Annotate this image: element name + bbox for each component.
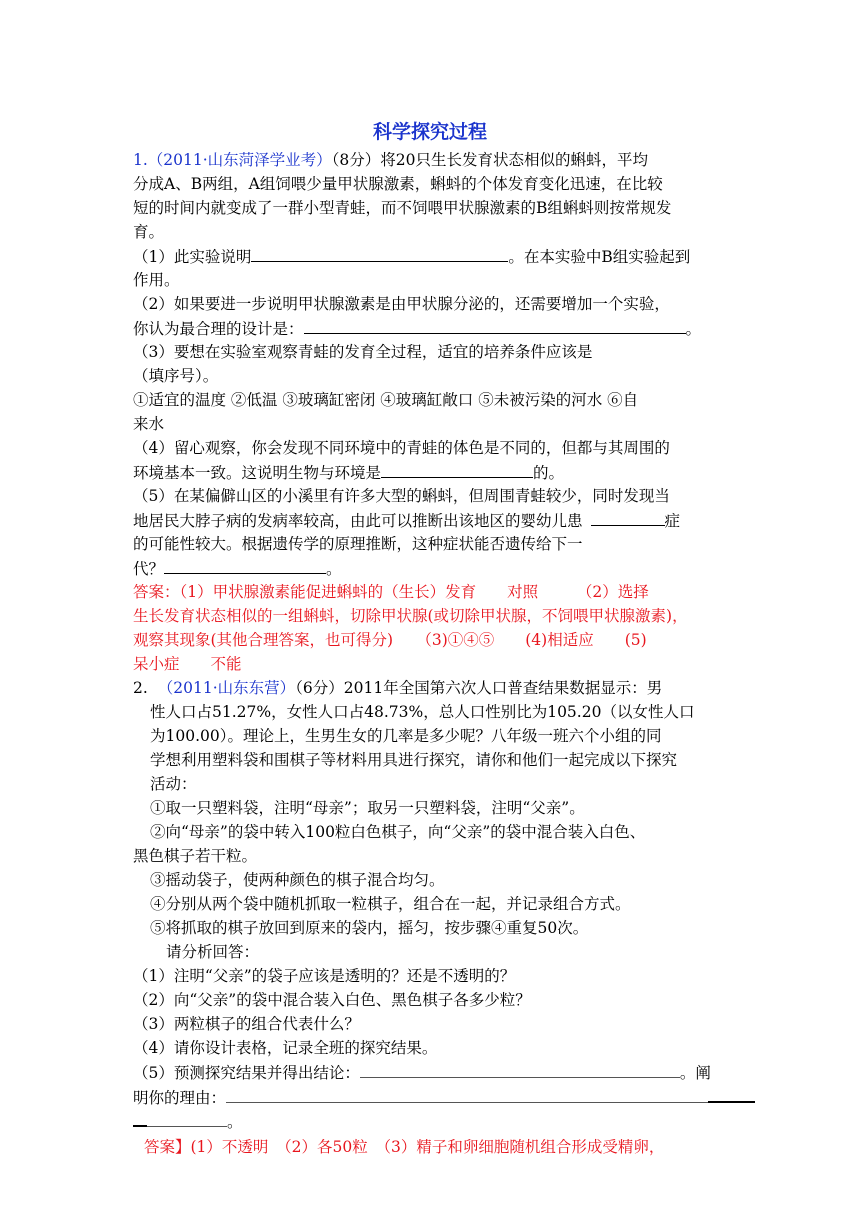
answer-blank[interactable] bbox=[251, 245, 508, 262]
q2-question-3: （3）两粒棋子的组合代表什么？ bbox=[133, 1015, 360, 1033]
q1-sub5-text: 地居民大脖子病的发病率较高，由此可以推断出该地区的婴幼儿患 bbox=[133, 512, 583, 530]
q1-sub2-end: 。 bbox=[685, 320, 702, 338]
q2-question-4: （4）请你设计表格，记录全班的探究结果。 bbox=[133, 1039, 438, 1057]
q2-question-5-end: 。阐 bbox=[679, 1064, 711, 1082]
q1-sub4-end: 的。 bbox=[533, 464, 565, 482]
answer-blank[interactable] bbox=[708, 1085, 755, 1103]
q2-answer-line-1: 答案】(1）不透明 （2）各50粒 （3）精子和卵细胞随机组合形成受精卵， bbox=[144, 1138, 665, 1156]
q2-question-5-line-2 bbox=[133, 1085, 755, 1109]
q2-question-5-reason: 明你的理由： bbox=[133, 1089, 227, 1107]
q1-sub1-line-1 bbox=[133, 245, 690, 268]
q2-line-1 bbox=[133, 677, 662, 699]
q2-number: 2. bbox=[133, 679, 148, 697]
answer-blank[interactable] bbox=[133, 1109, 147, 1127]
q2-text-1: （6分）2011年全国第六次人口普查结果数据显示：男 bbox=[295, 679, 663, 697]
q2-question-5-text: （5）预测探究结果并得出结论： bbox=[133, 1064, 360, 1082]
q1-sub5-line-4 bbox=[133, 557, 342, 580]
q1-line-4: 育。 bbox=[133, 223, 165, 241]
answer-blank[interactable] bbox=[226, 1086, 708, 1103]
q2-line-3: 为100.00）。理论上，生男生女的几率是多少呢？八年级一班六个小组的同 bbox=[150, 727, 662, 745]
q1-sub2-text: 你认为最合理的设计是： bbox=[133, 320, 304, 338]
q1-number: 1. bbox=[133, 151, 148, 169]
q1-sub5-line-2 bbox=[133, 509, 680, 532]
q1-answer-line-2: 生长发育状态相似的一组蝌蚪，切除甲状腺(或切除甲状腺，不饲喂甲状腺激素)， bbox=[133, 607, 688, 625]
q1-sub5-text-c: 代？ bbox=[133, 560, 165, 578]
q2-step-1: ①取一只塑料袋，注明“母亲”；取另一只塑料袋，注明“父亲”。 bbox=[150, 799, 585, 817]
q1-sub1-text: （1）此实验说明 bbox=[133, 248, 252, 266]
q1-answer-line-3: 观察其现象(其他合理答案，也可得分) （3)①④⑤ (4)相适应 (5) bbox=[133, 631, 647, 649]
q1-answer-line-1: 答案：（1）甲状腺激素能促进蝌蚪的（生长）发育 对照 （2）选择 bbox=[133, 583, 649, 601]
page-title: 科学探究过程 bbox=[372, 121, 487, 143]
q1-sub3-line-2: （填序号）。 bbox=[133, 367, 219, 385]
q2-prompt: 请分析回答： bbox=[166, 943, 260, 961]
q1-sub5-end: 。 bbox=[326, 560, 342, 578]
q2-step-3: ③摇动袋子，使两种颜色的棋子混合均匀。 bbox=[150, 871, 445, 889]
q2-step-4: ④分别从两个袋中随机抓取一粒棋子，组合在一起，并记录组合方式。 bbox=[150, 895, 631, 913]
answer-blank[interactable] bbox=[304, 317, 686, 334]
q2-step-2b: 黑色棋子若干粒。 bbox=[133, 847, 258, 865]
q1-source: （2011·山东菏泽学业考） bbox=[147, 151, 332, 169]
q2-line-2: 性人口占51.27%，女性人口占48.73%，总人口性别比为105.20（以女性人口 bbox=[150, 703, 695, 721]
q1-sub4-line-2 bbox=[133, 461, 564, 484]
q2-line-5: 活动： bbox=[150, 775, 197, 793]
answer-blank[interactable] bbox=[381, 461, 533, 478]
q1-sub3-line-4: 来水 bbox=[133, 415, 165, 433]
q1-line-3: 短的时间内就变成了一群小型青蛙，而不饲喂甲状腺激素的B组蝌蚪则按常规发 bbox=[133, 199, 672, 217]
answer-blank[interactable] bbox=[360, 1061, 680, 1078]
answer-blank[interactable] bbox=[164, 557, 326, 574]
q2-question-1: （1）注明“父亲”的袋子应该是透明的？还是不透明的？ bbox=[133, 967, 516, 985]
q1-sub5-text-b: 症 bbox=[664, 512, 681, 530]
q1-sub4-line-1: （4）留心观察，你会发现不同环境中的青蛙的体色是不同的，但都与其周围的 bbox=[133, 439, 670, 457]
q1-sub2-line-1: （2）如果要进一步说明甲状腺激素是由甲状腺分泌的，还需要增加一个实验， bbox=[133, 295, 670, 313]
q1-text-1: （8分）将20只生长发育状态相似的蝌蚪，平均 bbox=[331, 151, 649, 169]
q1-sub5-line-1: （5）在某偏僻山区的小溪里有许多大型的蝌蚪，但周围青蛙较少，同时发现当 bbox=[133, 487, 670, 505]
q1-answer-line-4: 呆小症 不能 bbox=[133, 655, 242, 673]
q1-sub3-line-3: ①适宜的温度 ②低温 ③玻璃缸密闭 ④玻璃缸敞口 ⑤未被污染的河水 ⑥自 bbox=[133, 391, 639, 409]
q2-question-5-line-3 bbox=[133, 1109, 243, 1133]
q1-sub4-text: 环境基本一致。这说明生物与环境是 bbox=[133, 464, 382, 482]
answer-blank[interactable] bbox=[591, 509, 665, 526]
q2-step-5: ⑤将抓取的棋子放回到原来的袋内，摇匀，按步骤④重复50次。 bbox=[150, 919, 589, 937]
q1-sub3-line-1: （3）要想在实验室观察青蛙的发育全过程，适宜的培养条件应该是 bbox=[133, 343, 593, 361]
q2-question-5-end-2: 。 bbox=[227, 1113, 243, 1131]
q1-line-2: 分成A、B两组，A组饲喂少量甲状腺激素，蝌蚪的个体发育变化迅速，在比较 bbox=[133, 175, 663, 193]
q1-sub1-text-b: 。在本实验中B组实验起到 bbox=[508, 248, 691, 266]
answer-blank[interactable] bbox=[147, 1110, 227, 1127]
q1-line-1 bbox=[133, 149, 648, 171]
q2-source: （2011·山东东营） bbox=[157, 679, 296, 697]
q1-sub5-line-3: 的可能性较大。根据遗传学的原理推断，这种症状能否遗传给下一 bbox=[133, 535, 583, 553]
q2-question-2: （2）向“父亲”的袋中混合装入白色、黑色棋子各多少粒？ bbox=[133, 991, 531, 1009]
q2-line-4: 学想利用塑料袋和围棋子等材料用具进行探究，请你和他们一起完成以下探究 bbox=[150, 751, 678, 769]
q2-step-2a: ②向“母亲”的袋中转入100粒白色棋子，向“父亲”的袋中混合装入白色、 bbox=[150, 823, 646, 841]
q1-sub2-line-2 bbox=[133, 317, 701, 340]
q1-sub1-line-2: 作用。 bbox=[133, 271, 180, 289]
q2-question-5 bbox=[133, 1061, 711, 1084]
